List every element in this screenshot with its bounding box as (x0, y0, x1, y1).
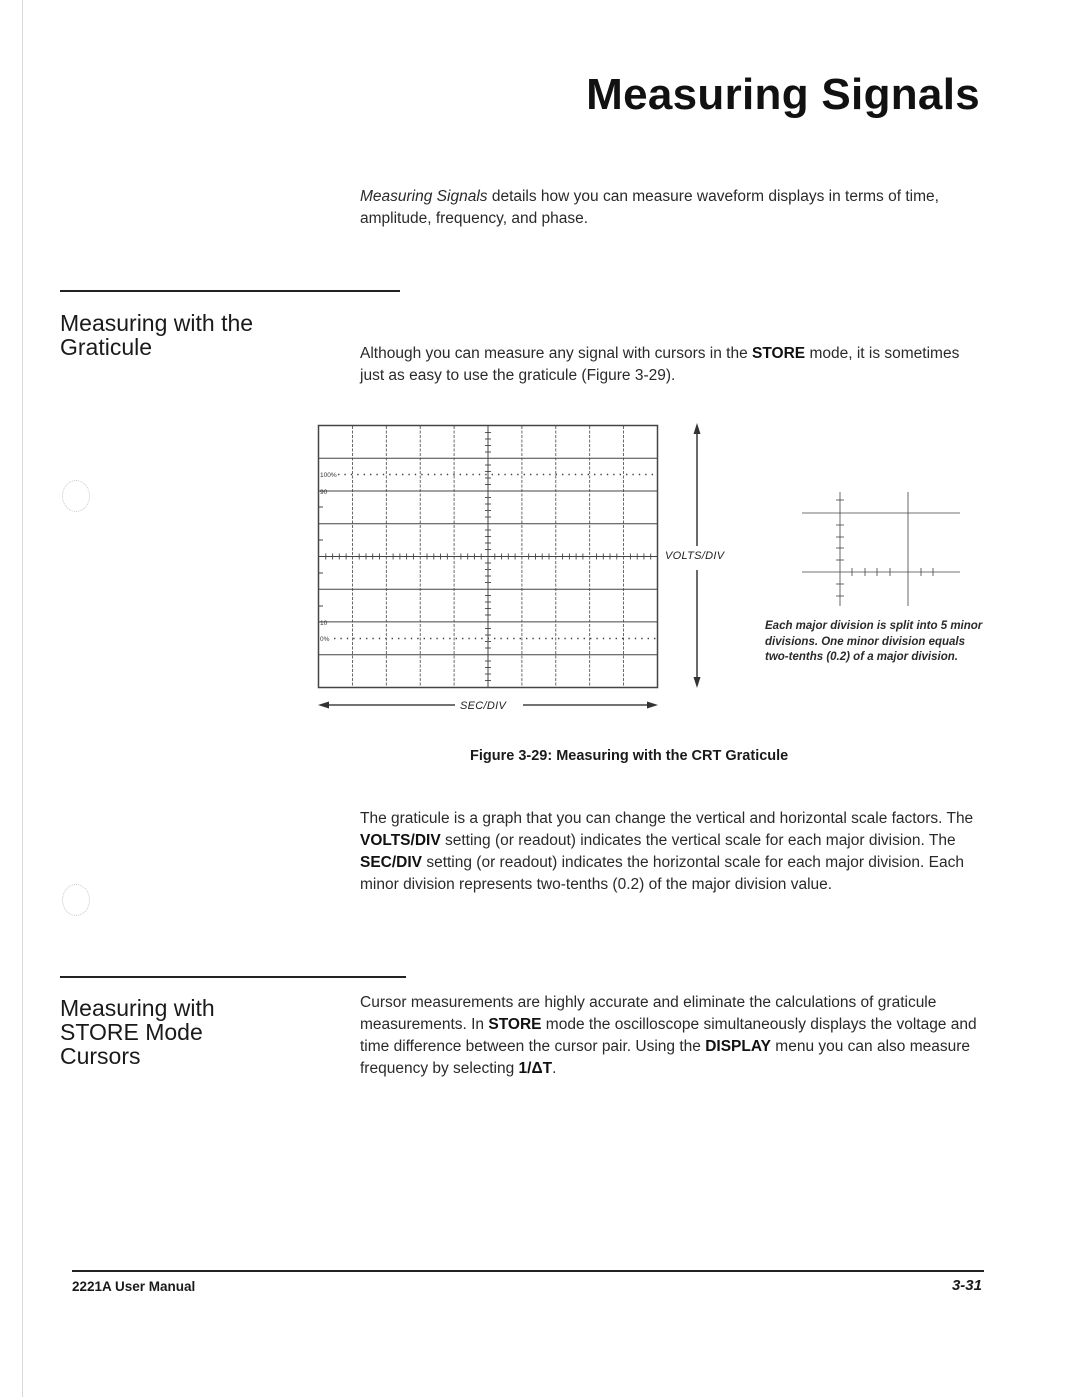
volts-div-label: VOLTS/DIV (665, 550, 725, 562)
store-keyword: STORE (488, 1016, 542, 1033)
intro-paragraph (360, 186, 980, 230)
inset-caption: Each major division is split into 5 minor divisions. One minor division equals two-tenths (0.2) of a major division. (765, 620, 983, 663)
heading-line: Measuring with the (60, 310, 254, 336)
label-0-percent: 0% (320, 636, 330, 643)
graticule-intro-paragraph (360, 343, 980, 387)
sec-div-label: SEC/DIV (460, 700, 507, 712)
section-heading-graticule (60, 311, 253, 359)
footer-manual-name: 2221A User Manual (72, 1279, 196, 1294)
binding-hole (62, 480, 90, 512)
text-run: Cursor measurements are highly accurate and eliminate the calculations of graticule measurements. In (360, 994, 937, 1033)
label-100-percent: 100% (320, 472, 337, 479)
text-run: . (552, 1060, 557, 1077)
text-run: menu you can also measure frequency by selecting (360, 1038, 971, 1077)
footer-divider (72, 1270, 984, 1272)
section-heading-store-cursors (60, 996, 215, 1068)
text-run: setting (or readout) indicates the vertical scale for each major division. The (440, 832, 956, 849)
text-run: The graticule is a graph that you can change the vertical and horizontal scale factors. The (360, 810, 974, 827)
store-keyword: STORE (752, 345, 806, 362)
heading-line: Graticule (60, 334, 153, 360)
text-run: mode, it is sometimes just as easy to use the graticule (Figure 3-29). (360, 345, 960, 384)
heading-line: Measuring with (60, 995, 215, 1021)
intro-text: details how you can measure waveform displays in terms of time, amplitude, frequency, and phase. (360, 188, 939, 227)
store-cursors-paragraph (360, 992, 980, 1080)
page-edge-line (22, 0, 23, 1397)
volts-div-keyword: VOLTS/DIV (360, 832, 441, 849)
figure-caption: Figure 3-29: Measuring with the CRT Graticule (470, 748, 789, 764)
crt-graticule-diagram (310, 420, 990, 720)
text-run: mode the oscilloscope simultaneously displays the voltage and time difference between the cursor pair. Using the (360, 1016, 977, 1055)
label-90: 90 (320, 489, 328, 496)
text-run: setting (or readout) indicates the horizontal scale for each major division. Each minor division represents two-tenths (0.2) of the major division value. (360, 854, 964, 893)
text-run: Although you can measure any signal with cursors in the (360, 345, 753, 362)
label-10: 10 (320, 620, 328, 627)
intro-italic-lead: Measuring Signals (360, 188, 488, 205)
footer-page-number: 3-31 (951, 1277, 982, 1294)
heading-line: Cursors (60, 1043, 141, 1069)
chapter-title: Measuring Signals (586, 70, 980, 119)
heading-line: STORE Mode (60, 1019, 203, 1045)
section-divider (60, 976, 406, 978)
section-divider (60, 290, 400, 292)
sec-div-keyword: SEC/DIV (360, 854, 423, 871)
delta-t-keyword: 1/ΔT (518, 1060, 553, 1077)
graticule-explanation-paragraph (360, 808, 980, 896)
binding-hole (62, 884, 90, 916)
display-keyword: DISPLAY (705, 1038, 771, 1055)
